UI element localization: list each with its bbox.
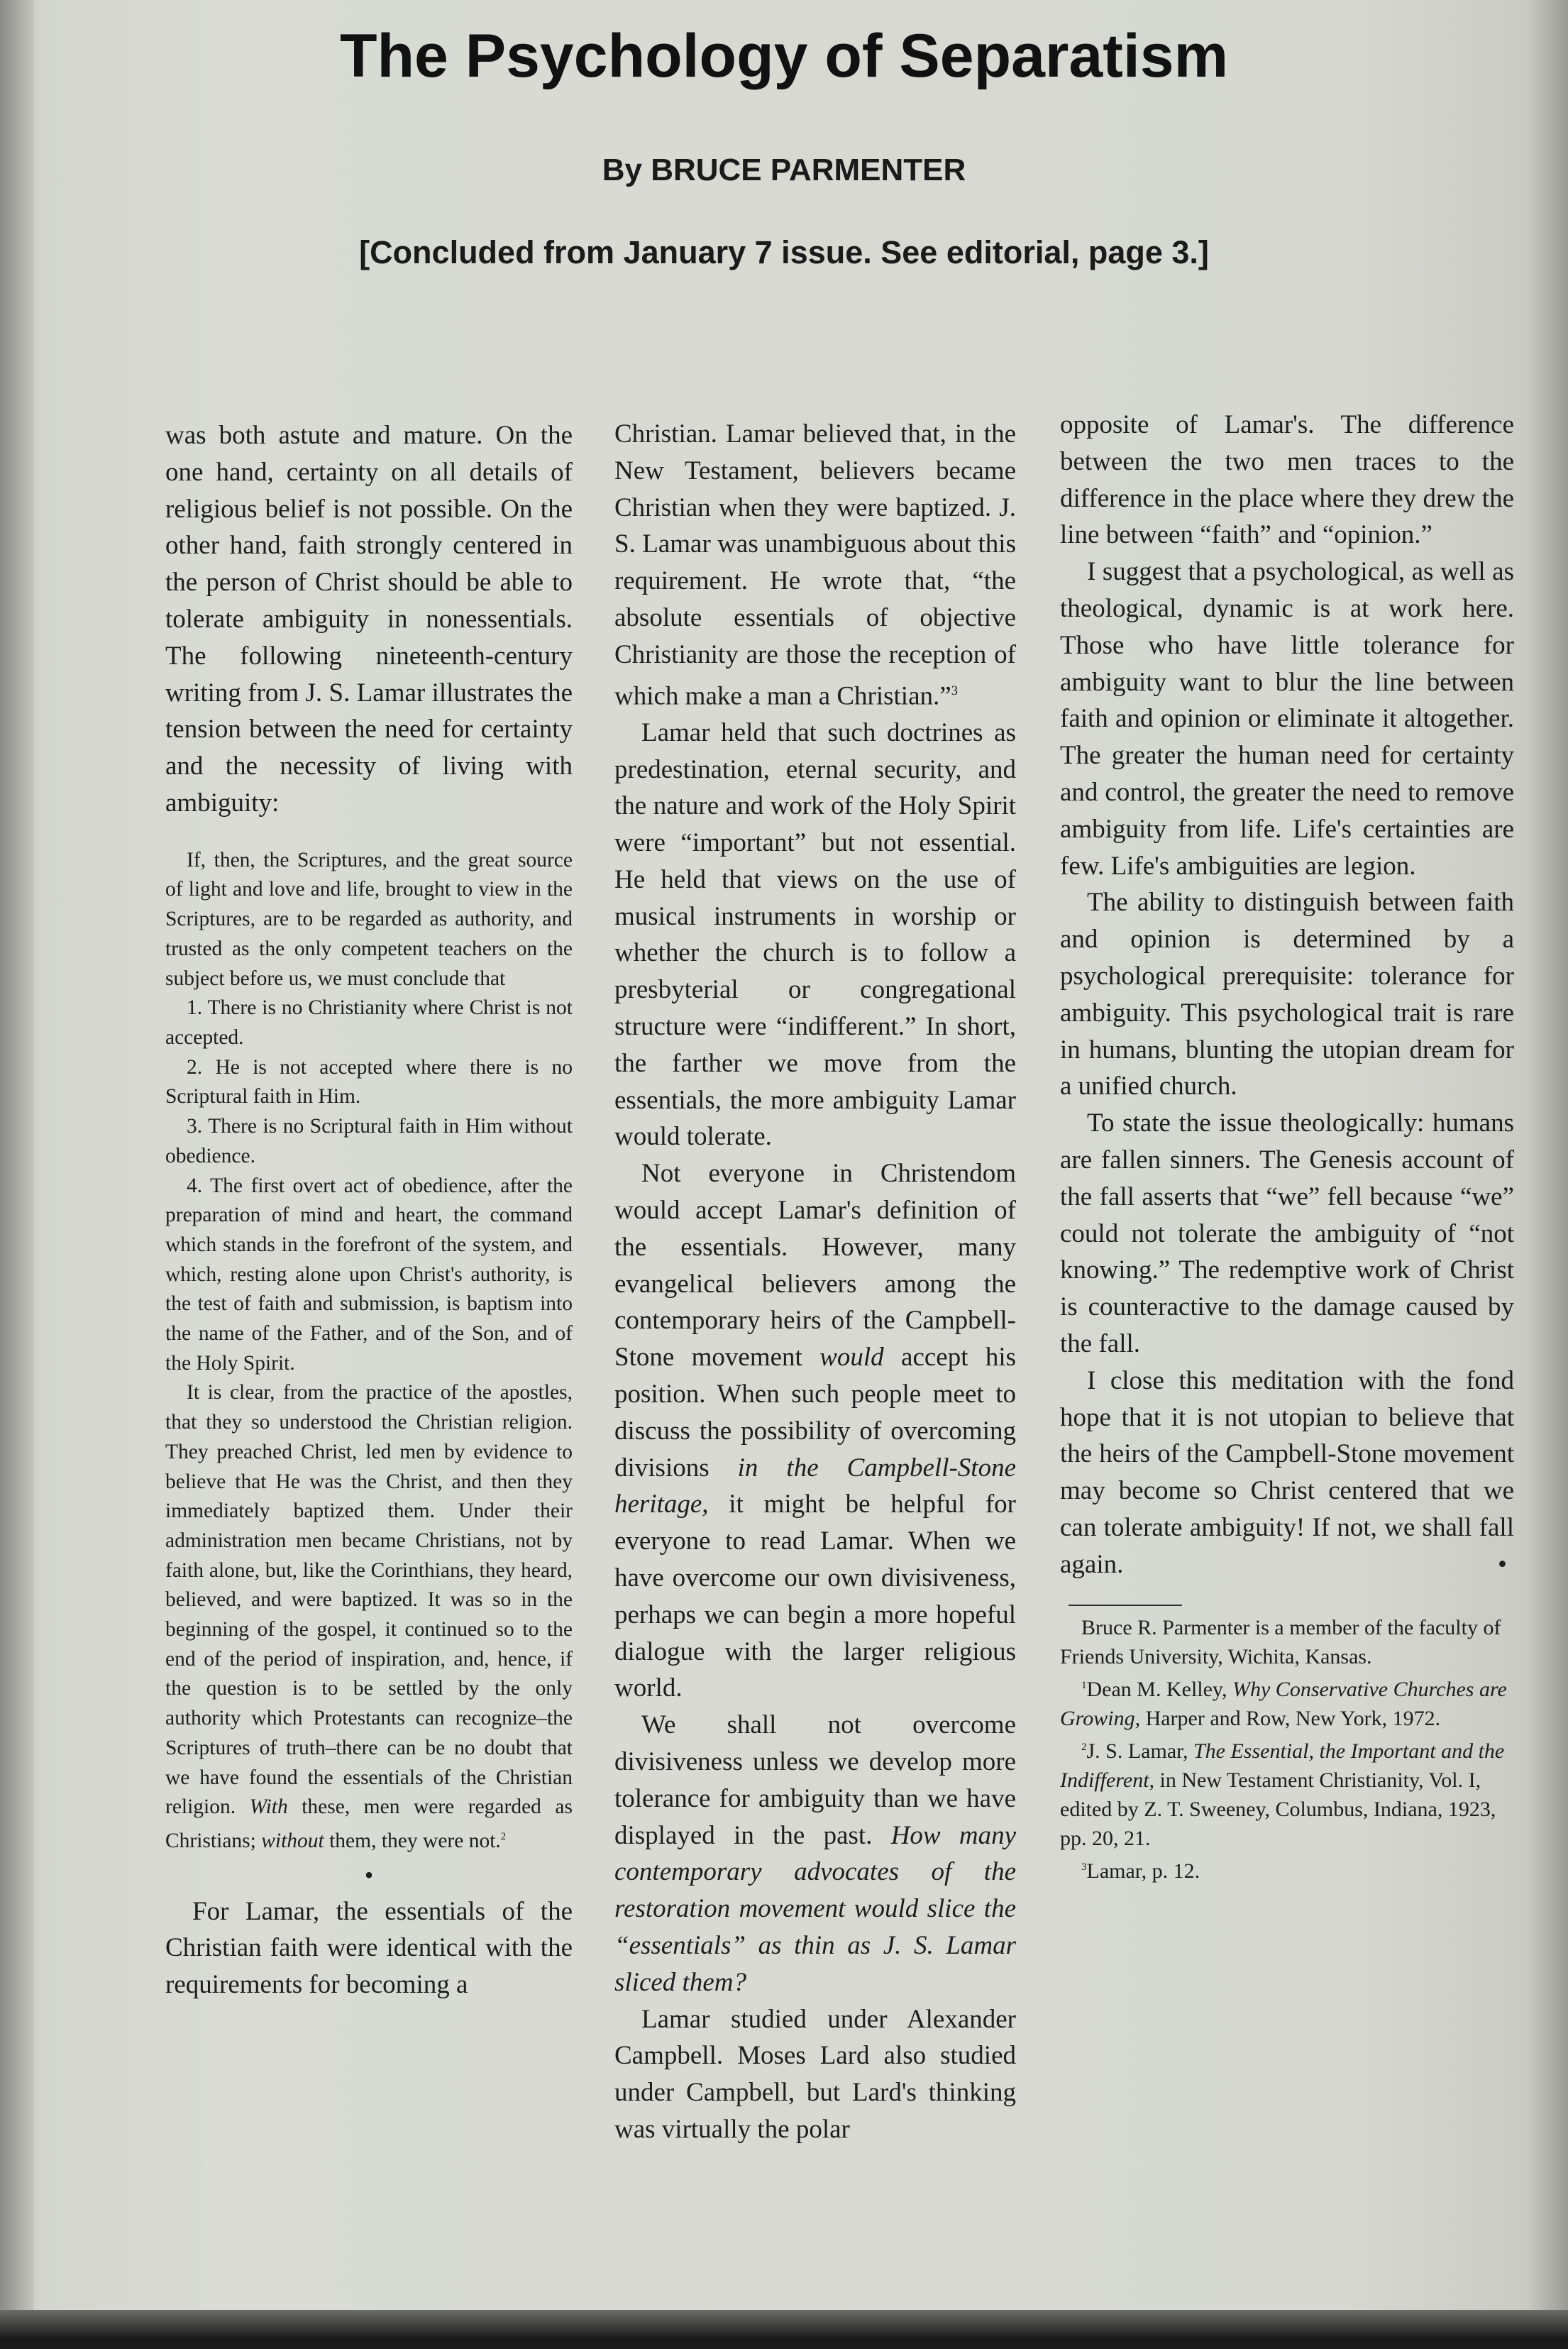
quote-item-4: 4. The first overt act of obedience, after the preparation of mind and heart, the command which stands in the forefront of the system, and which, resting alone upon Christ's authority, is the test of faith and submission, is baptism into the name of the Father, and of the Son, and of the Holy Spirit. bbox=[165, 1174, 573, 1375]
italic-would: would bbox=[819, 1343, 884, 1372]
article-byline: By BRUCE PARMENTER bbox=[602, 153, 966, 187]
footnote-1-publisher: Harper and Row, New York, 1972. bbox=[1145, 1706, 1441, 1730]
col2-paragraph-3-text-3: it might be helpful for everyone to read Lamar. When we have overcome our own divisiveness, perhaps we can begin a more hopeful dialogue with the larger religious world. bbox=[614, 1490, 1016, 1703]
italic-question: How many contemporary advocates of the restoration movement would slice the “essentials” as thin as J. S. Lamar sliced them? bbox=[614, 1820, 1017, 1997]
column-2 bbox=[614, 416, 1016, 2148]
footnote-3-number: 3 bbox=[1081, 1861, 1087, 1873]
col3-paragraph-5-text: I close this meditation with the fond hope that it is not utopian to believe that the heirs of the Campbell-Stone movement may become so Christ centered that we can tolerate ambiguity! If not, we shall fall again. bbox=[1060, 1365, 1514, 1579]
scan-bottom-edge bbox=[0, 2310, 1568, 2349]
col1-paragraph-2: For Lamar, the essentials of the Christian faith were identical with the requirements for becoming a bbox=[165, 1896, 573, 2000]
col2-paragraph-3-text: Not everyone in Christendom would accept Lamar's definition of the essentials. However, many evangelical believers among the contemporary heirs of the Campbell-Stone movement bbox=[614, 1159, 1016, 1372]
footnotes bbox=[1060, 1613, 1514, 1886]
page-gutter-shadow bbox=[0, 0, 34, 2310]
footnote-2-details: in New Testament Christianity, Vol. I, edited by Z. T. Sweeney, Columbus, Indiana, 1923, pp. 20, 21. bbox=[1060, 1768, 1496, 1850]
quote-conclusion bbox=[165, 1378, 573, 1856]
lamar-quotation bbox=[165, 846, 573, 1856]
quote-item-1: 1. There is no Christianity where Christ is not accepted. bbox=[165, 996, 573, 1049]
author-bio: Bruce R. Parmenter is a member of the faculty of Friends University, Wichita, Kansas. bbox=[1060, 1615, 1501, 1668]
quote-conclusion-text-3: them, they were not. bbox=[329, 1829, 501, 1852]
italic-heritage: in the Campbell-Stone heritage, bbox=[614, 1453, 1017, 1519]
section-dot: • bbox=[364, 1860, 374, 1889]
footnote-2 bbox=[1060, 1733, 1514, 1853]
article-title: The Psychology of Separatism bbox=[339, 22, 1229, 90]
col3-paragraph-4: To state the issue theologically: humans are fallen sinners. The Genesis account of the fall asserts that “we” fell because “we” could not tolerate the ambiguity of “not knowing.” The redemptive work of Christ is counteractive to the damage caused by the fall. bbox=[1060, 1109, 1514, 1358]
col2-paragraph-3 bbox=[614, 1155, 1016, 1707]
col2-paragraph-1-text: Christian. Lamar believed that, in the New Testament, believers became Christian when they were baptized. J. S. Lamar was unambiguous about this requirement. He wrote that, “the absolute essentials of objective Christianity are those the reception of which make a man a Christian.” bbox=[614, 419, 1016, 710]
footnote-2-author: J. S. Lamar, bbox=[1086, 1739, 1188, 1763]
footnote-ref-3: 3 bbox=[951, 683, 958, 698]
footnote-1-number: 1 bbox=[1081, 1679, 1087, 1691]
col2-paragraph-1 bbox=[614, 416, 1016, 715]
col2-paragraph-5: Lamar studied under Alexander Campbell. Moses Lard also studied under Campbell, but Lard's thinking was virtually the polar bbox=[614, 2004, 1016, 2144]
footnote-1-title: Why Conservative Churches are Growing, bbox=[1060, 1677, 1507, 1730]
quote-italic-with: With bbox=[249, 1795, 288, 1819]
quote-intro: If, then, the Scriptures, and the great source of light and love and life, brought to view in the Scriptures, are to be regarded as authority, and trusted as the only competent teachers on the subject before us, we must conclude that bbox=[165, 848, 573, 990]
column-3 bbox=[1060, 407, 1514, 1886]
footnote-2-title: The Essential, the Important and the Indifferent, bbox=[1060, 1739, 1505, 1792]
quote-item-3: 3. There is no Scriptural faith in Him without obedience. bbox=[165, 1115, 573, 1167]
quote-conclusion-text-2: these, men were regarded as Christians; bbox=[165, 1795, 573, 1852]
col2-paragraph-2: Lamar held that such doctrines as predestination, eternal security, and the nature and work of the Holy Spirit were “important” but not essential. He held that views on the use of musical instruments in worship or whether the church is to follow a presbyterial or congregational structure were “indifferent.” In short, the farther we move from the essentials, the more ambiguity Lamar would tolerate. bbox=[614, 717, 1016, 1152]
col3-paragraph-5 bbox=[1060, 1363, 1514, 1583]
col3-paragraph-3: The ability to distinguish between faith and opinion is determined by a psychological prerequisite: tolerance for ambiguity. This psychological trait is rare in humans, blunting the utopian dream for a unified church. bbox=[1060, 888, 1514, 1101]
col2-paragraph-3-text-2: accept his position. When such people meet to discuss the possibility of overcoming divisions bbox=[614, 1343, 1017, 1482]
end-of-article-mark: • bbox=[1498, 1549, 1507, 1579]
quote-conclusion-text: It is clear, from the practice of the apostles, that they so understood the Christian religion. They preached Christ, led men by evidence to believe that He was the Christ, and then they immediately baptized them. Under their administration men became Christians, not by faith alone, but, like the Corinthians, they heard, believed, and were baptized. It was so in the beginning of the gospel, it continued so to the end of the period of inspiration, and, hence, if the question is to be settled by the only authority which Protestants can recognize–the Scriptures of truth–there can be no doubt that we have found the essentials of the Christian religion. bbox=[165, 1381, 573, 1819]
footnote-ref-2: 2 bbox=[500, 1830, 507, 1842]
footnote-divider bbox=[1069, 1605, 1182, 1606]
footnote-1-author: Dean M. Kelley, bbox=[1086, 1677, 1227, 1701]
footnote-2-number: 2 bbox=[1081, 1741, 1087, 1753]
column-1 bbox=[165, 417, 573, 2003]
quote-italic-without: without bbox=[261, 1829, 324, 1852]
footnote-3 bbox=[1060, 1853, 1514, 1886]
col3-paragraph-2: I suggest that a psychological, as well as theological, dynamic is at work here. Those who have little tolerance for ambiguity want to blur the line between faith and opinion or eliminate it altogether. The greater the human need for certainty and control, the greater the need to remove ambiguity from life. Life's certainties are few. Life's ambiguities are legion. bbox=[1060, 557, 1514, 881]
quote-item-2: 2. He is not accepted where there is no Scriptural faith in Him. bbox=[165, 1055, 573, 1109]
col2-paragraph-4 bbox=[614, 1707, 1016, 2001]
footnote-3-text: Lamar, p. 12. bbox=[1086, 1859, 1200, 1883]
col3-paragraph-1: opposite of Lamar's. The difference between the two men traces to the difference in the place where they drew the line between “faith” and “opinion.” bbox=[1060, 410, 1514, 550]
col1-paragraph-1: was both astute and mature. On the one hand, certainty on all details of religious belief is not possible. On the other hand, faith strongly centered in the person of Christ should be able to tolerate ambiguity in nonessentials. The following nineteenth-century writing from J. S. Lamar illustrates the tension between the need for certainty and the necessity of living with ambiguity: bbox=[165, 421, 573, 818]
col2-paragraph-4-text: We shall not overcome divisiveness unless we develop more tolerance for ambiguity than we have displayed in the past. bbox=[614, 1710, 1016, 1850]
continuation-note: [Concluded from January 7 issue. See editorial, page 3.] bbox=[359, 234, 1209, 270]
footnote-1 bbox=[1060, 1671, 1514, 1733]
